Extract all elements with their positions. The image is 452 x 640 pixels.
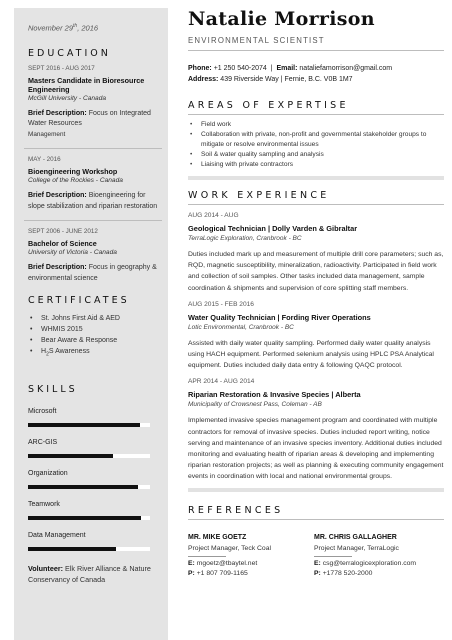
skill-item — [28, 470, 158, 489]
reference-role: Project Manager, Teck Coal — [188, 544, 271, 552]
skill-item — [28, 439, 158, 458]
education-period: SEPT 2016 - AUG 2017 — [28, 64, 95, 72]
list-item: • St. Johns First Aid & AED — [30, 313, 158, 324]
contact-info — [188, 64, 444, 85]
job-company: Municipality of Crowsnest Pass, Coleman - AB — [188, 401, 322, 409]
certificates-list — [28, 313, 158, 360]
job-description: Implemented invasive species management program and coordinated with multiple contractors for removal of invasive species. Duties included report writing, notice serving and maintenance of an invasive species inventory. Additional duties included monitoring and evaluating health of riparian areas & developing and implementing riparian restoration projects; as well as planning & executing community engagement events in coordination with local and national environmental groups. — [188, 417, 444, 481]
education-entry — [28, 228, 158, 284]
job-description: Assisted with daily water quality sampling. Performed daily water quality analysis using HACH equipment. Performed selenium analysis using HPLC PSA Analytical equipment. Duties included daily data entry & following QAQC protocol. — [188, 339, 434, 370]
job-title: ENVIRONMENTAL SCIENTIST — [188, 36, 325, 45]
job-title-line: Water Quality Technician | Fording River Operations — [188, 312, 371, 322]
address-line: Address: 439 Riverside Way | Fernie, B.C. V0B 1M7 — [188, 75, 353, 83]
education-school: University of Victoria - Canada — [28, 249, 117, 256]
job-period: AUG 2014 - AUG — [188, 212, 239, 219]
education-school: McGill University - Canada — [28, 94, 107, 102]
skill-bar-fill — [28, 423, 140, 427]
list-item: • WHMIS 2015 — [30, 324, 158, 335]
skills-list — [28, 408, 158, 551]
divider — [188, 488, 444, 492]
expertise-heading: AREAS OF EXPERTISE — [188, 100, 349, 111]
skill-item — [28, 501, 158, 520]
list-item: • Field work — [190, 120, 444, 130]
reference-entry — [314, 534, 440, 580]
skill-bar-fill — [28, 547, 116, 551]
education-degree: Bachelor of Science — [28, 239, 97, 248]
skill-item — [28, 408, 158, 427]
education-heading: EDUCATION — [28, 47, 111, 59]
job-entry — [188, 301, 444, 372]
list-item: • $H_2S$ Awareness — [30, 346, 158, 360]
skill-bar-fill — [28, 485, 138, 489]
skill-name: ARC-GIS — [28, 439, 58, 447]
education-period: SEPT 2006 - JUNE 2012 — [28, 228, 98, 235]
job-company: TerraLogic Exploration, Cranbrook - BC — [188, 235, 302, 242]
education-description: Brief Description: Bioengineering for slope stabilization and riparian restoration — [28, 192, 158, 210]
divider — [188, 114, 444, 115]
main-content — [188, 8, 444, 580]
reference-entry — [188, 534, 314, 580]
skills-heading: SKILLS — [28, 384, 78, 396]
divider — [314, 556, 352, 557]
certificates-heading: CERTIFICATES — [28, 295, 130, 306]
volunteer-info: Volunteer: Elk River Alliance & Nature Conservancy of Canada — [28, 564, 151, 585]
education-degree: Bioengineering Workshop — [28, 167, 118, 176]
sidebar — [14, 8, 168, 640]
reference-contact: E: csg@terralogicexploration.com P: +1778 520-2000 — [314, 559, 417, 578]
reference-email-link[interactable]: csg@terralogicexploration.com — [322, 559, 417, 567]
skill-bar — [28, 547, 150, 551]
job-title-line: Geological Technician | Dolly Varden & Gibraltar — [188, 224, 358, 233]
divider — [188, 519, 444, 520]
job-entry — [188, 212, 444, 294]
list-item: • Bear Aware & Response — [30, 335, 158, 346]
education-description: Brief Description: Focus in geography & environmental science — [28, 264, 157, 282]
list-item: • Soil & water quality sampling and analysis — [190, 150, 444, 160]
education-degree: Masters Candidate in Bioresource Engineering — [28, 75, 145, 94]
contact-line: Phone: +1 250 540-2074 | Email: nataliefamorrison@gmail.com — [188, 65, 393, 72]
reference-contact: E: mgoetz@tbaytel.net P: +1 807 709-1165 — [188, 559, 258, 578]
skill-bar — [28, 454, 150, 458]
reference-name: MR. MIKE GOETZ — [188, 533, 247, 541]
email-link[interactable]: nataliefamorrison@gmail.com — [299, 65, 393, 72]
resume-date: November 29th, 2016 — [28, 23, 99, 33]
skill-name: Teamwork — [28, 501, 60, 509]
divider — [24, 148, 162, 149]
education-period: MAY - 2016 — [28, 156, 61, 163]
work-heading: WORK EXPERIENCE — [188, 190, 330, 201]
job-company: Lotic Environmental, Cranbrook - BC — [188, 323, 294, 331]
references-heading: REFERENCES — [188, 504, 284, 516]
list-item: • Liaising with private contractors — [190, 160, 444, 170]
divider — [24, 220, 162, 221]
expertise-list — [188, 120, 444, 170]
skill-bar-fill — [28, 516, 141, 520]
skill-item — [28, 532, 158, 551]
reference-name: MR. CHRIS GALLAGHER — [314, 533, 397, 541]
education-entry — [28, 65, 158, 141]
skill-bar — [28, 516, 150, 520]
education-school: College of the Rockies - Canada — [28, 177, 123, 184]
divider — [188, 556, 226, 557]
skill-name: Data Management — [28, 532, 86, 540]
education-entry — [28, 156, 158, 212]
list-item: • Collaboration with private, non-profit and governmental stakeholder groups to mitigate or resolve environmental issues — [190, 130, 444, 150]
skill-bar-fill — [28, 454, 113, 458]
divider — [188, 204, 444, 205]
candidate-name: Natalie Morrison — [188, 8, 375, 30]
skill-bar — [28, 485, 150, 489]
job-entry — [188, 378, 444, 482]
divider — [188, 176, 444, 180]
education-description: Brief Description: Focus on Integrated Water Resources Management — [28, 109, 151, 138]
job-period: AUG 2015 - FEB 2016 — [188, 300, 254, 308]
reference-email-link[interactable]: mgoetz@tbaytel.net — [196, 559, 258, 567]
job-period: APR 2014 - AUG 2014 — [188, 378, 255, 386]
divider — [188, 50, 444, 51]
references-list — [188, 534, 444, 580]
reference-role: Project Manager, TerraLogic — [314, 544, 399, 552]
skill-bar — [28, 423, 150, 427]
skill-name: Organization — [28, 470, 68, 478]
job-description: Duties included mark up and measurement of multiple drill core parameters; such as, RQD, magnetic susceptibility, mineralization, radioactivity. Participated in field work and collection of soil samples. Other tasks included data management, sample coordination & shipments and supervision of core splitting staff members. — [188, 251, 444, 292]
job-title-line: Riparian Restoration & Invasive Species | Alberta — [188, 390, 361, 400]
skill-name: Microsoft — [28, 408, 57, 416]
